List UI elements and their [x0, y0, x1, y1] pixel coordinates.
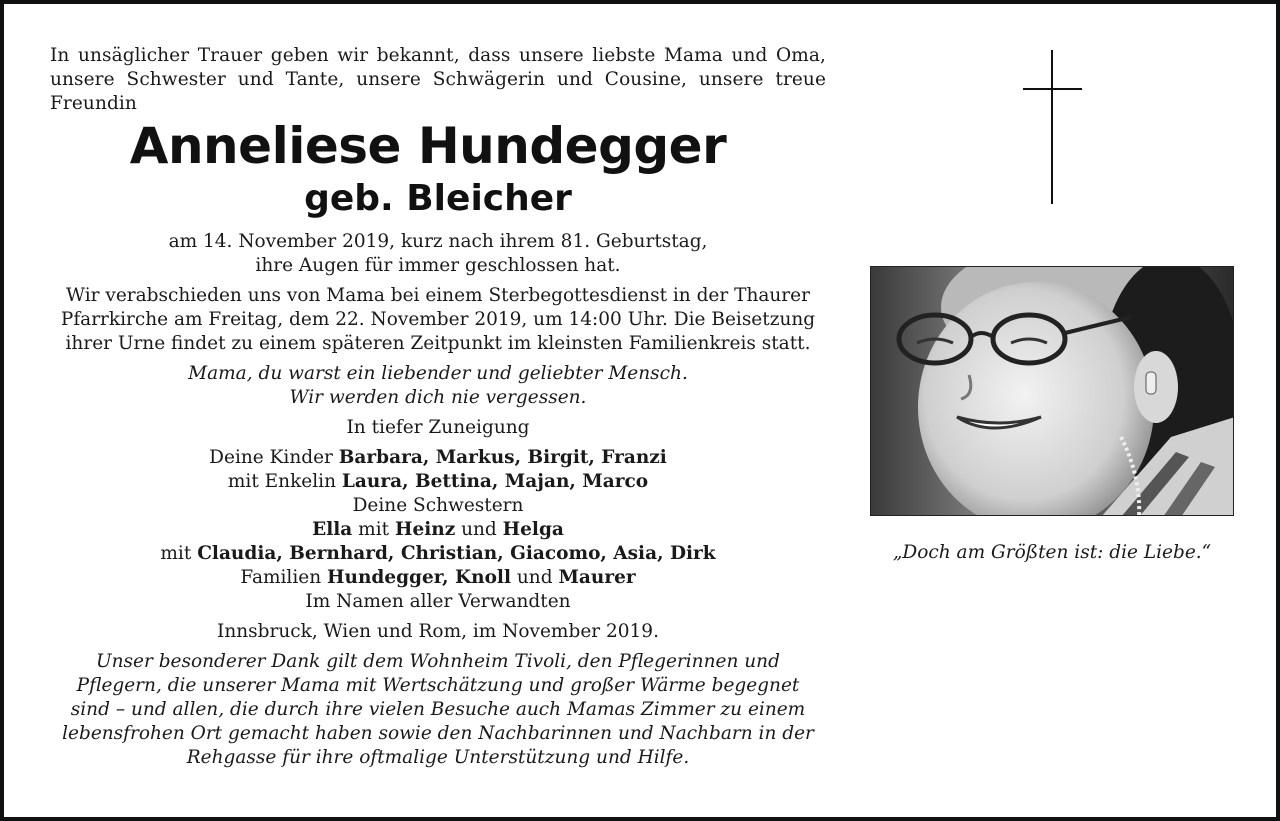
thanks-line-5: Rehgasse für ihre oftmalige Unterstützung und Hilfe.	[186, 747, 690, 768]
sister-2: Helga	[502, 519, 564, 540]
thanks-line-2: Pflegern, die unserer Mama mit Wertschätzung und großer Wärme begegnet	[76, 675, 800, 696]
portrait-photo	[870, 266, 1234, 516]
service-line-2: Pfarrkirche am Freitag, dem 22. November 2019, um 14:00 Uhr. Die Beisetzung	[60, 309, 816, 330]
families-and-word: und	[516, 567, 553, 588]
with-word: mit	[358, 519, 390, 540]
sisters-heading: Deine Schwestern	[352, 495, 524, 516]
tribute-line-1: Mama, du warst ein liebender und geliebter Mensch.	[188, 363, 688, 384]
death-notice-line-2: ihre Augen für immer geschlossen hat.	[255, 255, 621, 276]
children-prefix: Deine Kinder	[209, 447, 333, 468]
grandchildren-prefix: mit Enkelin	[227, 471, 336, 492]
thanks-line-4: lebensfrohen Ort gemacht haben sowie den Nachbarinnen und Nachbarn in der	[62, 723, 814, 744]
tribute-line-2: Wir werden dich nie vergessen.	[289, 387, 587, 408]
children-names: Barbara, Markus, Birgit, Franzi	[338, 447, 667, 468]
cross-icon-bar	[1023, 88, 1082, 90]
and-word: und	[461, 519, 497, 540]
deceased-name: Anneliese Hundegger	[129, 117, 727, 175]
family-last: Maurer	[558, 567, 636, 588]
sister-1: Ella	[312, 519, 353, 540]
service-line-3: ihrer Urne findet zu einem späteren Zeitpunkt im kleinsten Familienkreis statt.	[65, 333, 811, 354]
partner-1: Heinz	[394, 519, 456, 540]
relatives-line: Im Namen aller Verwandten	[305, 591, 571, 612]
death-notice-line-1: am 14. November 2019, kurz nach ihrem 81. Geburtstag,	[168, 231, 708, 252]
nephews-prefix: mit	[160, 543, 192, 564]
cross-icon	[1051, 50, 1053, 204]
thanks-line-1: Unser besonderer Dank gilt dem Wohnheim Tivoli, den Pflegerinnen und	[96, 651, 780, 672]
place-date: Innsbruck, Wien und Rom, im November 2019.	[217, 621, 659, 642]
signoff: In tiefer Zuneigung	[346, 417, 530, 438]
photo-caption: „Doch am Größten ist: die Liebe.“	[892, 542, 1212, 563]
families-line	[50, 566, 826, 590]
obituary-text-column	[50, 44, 826, 770]
nephews-line	[50, 542, 826, 566]
thanks-line-3: sind – und allen, die durch ihre vielen Besuche auch Mamas Zimmer zu einem	[70, 699, 806, 720]
children-line	[50, 446, 826, 470]
grandchildren-names: Laura, Bettina, Majan, Marco	[341, 471, 649, 492]
portrait-image	[871, 267, 1234, 516]
maiden-name: geb. Bleicher	[304, 178, 572, 219]
intro-paragraph: In unsäglicher Trauer geben wir bekannt, dass unsere liebste Mama und Oma, unsere Schwester und Tante, unsere Schwägerin und Cousine, unsere treue Freundin	[50, 45, 826, 114]
family-names: Hundegger, Knoll	[327, 567, 511, 588]
service-line-1: Wir verabschieden uns von Mama bei einem Sterbegottesdienst in der Thaurer	[66, 285, 810, 306]
families-prefix: Familien	[240, 567, 322, 588]
sisters-line	[50, 518, 826, 542]
grandchildren-line	[50, 470, 826, 494]
nephews-names: Claudia, Bernhard, Christian, Giacomo, Asia, Dirk	[197, 543, 716, 564]
